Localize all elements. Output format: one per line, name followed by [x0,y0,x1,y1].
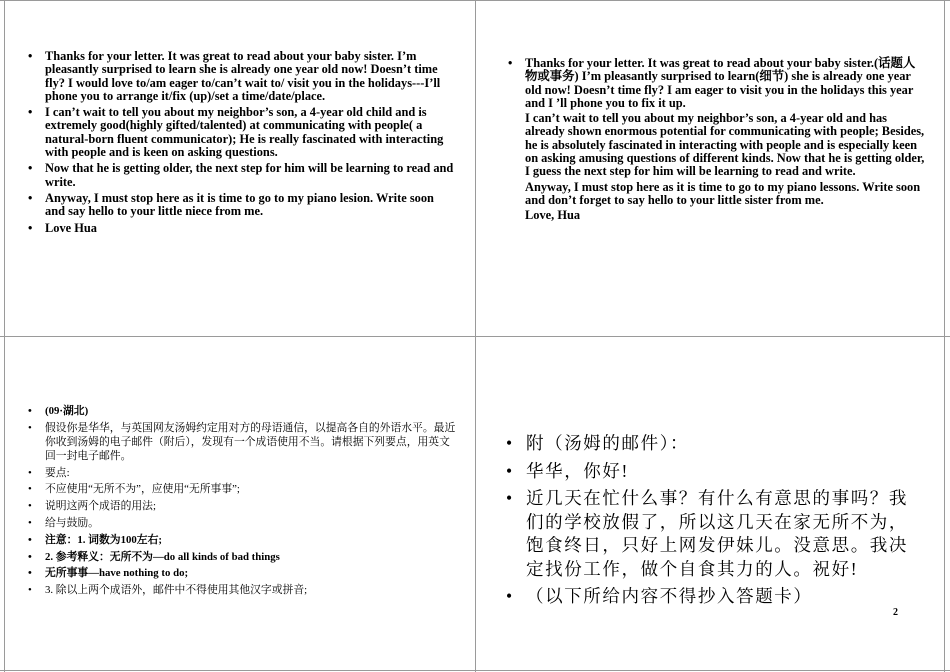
task-instructions-list [26,404,456,597]
list-item: • 3. 除以上两个成语外，邮件中不得使用其他汉字或拼音; [26,583,456,597]
list-item: • 无所事事—have nothing to do; [26,566,456,580]
page-number: 2 [893,607,898,618]
list-item: • （以下所给内容不得抄入答题卡） [504,585,924,609]
list-item: • 要点: [26,466,456,480]
horizontal-divider [0,336,950,337]
list-item: • 注意：1. 词数为100左右; [26,533,456,547]
list-item: • 附（汤姆的邮件）： [504,432,924,456]
list-item: • Thanks for your letter. It was great to read about your baby sister. I’m pleasantly surprised to learn she is already one year old now! Doesn’t time fly? I would love to/am eager to/can’t wait to/ visit you in the holidays---I’ll phone you to arrange it/fix (up)/set a time/date/place. [26,50,456,103]
list-item: Anyway, I must stop here as it is time to go to my piano lessons. Write soon and don’t forget to say hello to your little sister from me. [525,179,921,207]
list-item: • 假设你是华华，与英国网友汤姆约定用对方的母语通信，以提高各自的外语水平。最近你收到汤姆的电子邮件（附后），发现有一个成语使用不当。请根据下列要点，用英文回一封电子邮件。 [26,421,456,463]
list-item: • (09·湖北) [26,404,456,418]
list-item: • Love Hua [26,222,456,235]
slide-panel-bottom-right [504,432,924,613]
list-item: Love, Hua [525,208,581,223]
slide-panel-bottom-left [26,404,456,600]
list-item: • Now that he is getting older, the next step for him will be learning to read and write. [26,162,456,189]
list-item: • 华华，你好! [504,460,924,484]
list-item: • 近几天在忙什么事？有什么有意思的事吗？我们的学校放假了，所以这几天在家无所不为，饱食终日，只好上网发伊妹儿。没意思。我决定找份工作，做个自食其力的人。祝好! [504,487,924,581]
list-item: • Anyway, I must stop here as it is time to go to my piano lesion. Write soon and say hello to your little niece from me. [26,192,456,219]
list-item: • 不应使用“无所不为”，应使用“无所事事”; [26,482,456,496]
list-item: • 给与鼓励。 [26,516,456,530]
list-item: I can’t wait to tell you about my neighbor’s son, a 4-year old and has already shown enormous potential for communicating with people; Besides, he is absolutely fascinated in interacting with people and is especially keen on asking amusing questions of different kinds. Now that he is getting older, I guess the next step for him will be learning to read and write. [525,111,925,179]
letter-draft-list [26,50,456,235]
slide-panel-top-right [506,57,926,223]
list-item: • I can’t wait to tell you about my neighbor’s son, a 4-year old child and is extremely good(highly gifted/talented) at communicating with people( a natural-born fluent communicator); He is really fascinated with interacting with people and is keen on asking questions. [26,106,456,159]
list-item: • 说明这两个成语的用法; [26,499,456,513]
toms-email-list [504,432,924,609]
list-item: • Thanks for your letter. It was great to read about your baby sister.(话题人物或事务) I’m pleasantly surprised to learn(细节) she is already one year old now! Doesn’t time fly? I am eager to visit you in the holidays this year and I ’ll phone you to fix it up. [506,57,926,110]
list-item: • 2. 参考释义：无所不为—do all kinds of bad things [26,550,456,564]
slide-panel-top-left [26,50,456,238]
letter-revised-list [506,57,926,223]
